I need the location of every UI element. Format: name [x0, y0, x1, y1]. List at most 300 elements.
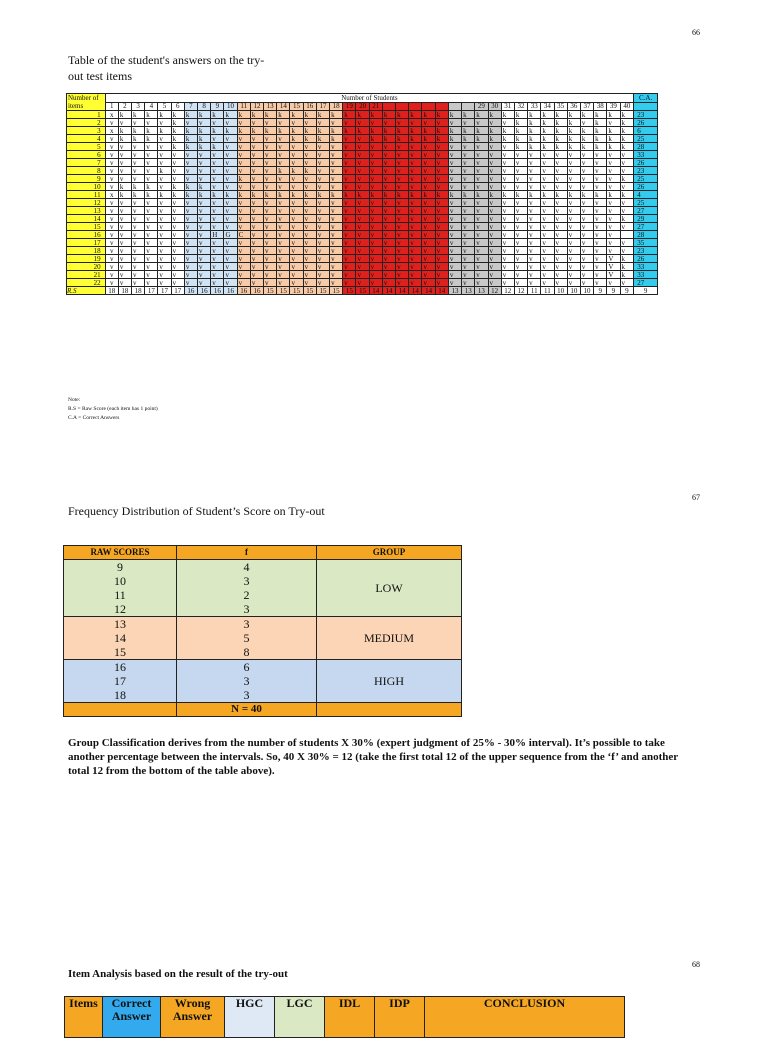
student-number: 16	[303, 102, 316, 111]
answer-cell: k	[316, 127, 329, 135]
answer-cell: v	[435, 271, 448, 279]
answer-cell: k	[382, 127, 395, 135]
answer-cell: v	[580, 119, 593, 127]
answer-cell: v	[198, 199, 211, 207]
answer-cell: k	[290, 111, 303, 119]
answer-cell: v	[528, 279, 541, 287]
answer-cell: v	[171, 175, 184, 183]
answer-cell: v	[171, 263, 184, 271]
answer-cell: k	[118, 127, 131, 135]
item-row	[67, 263, 658, 271]
answer-cell: v	[448, 215, 461, 223]
answer-cell: k	[316, 191, 329, 199]
student-number: 11	[237, 102, 250, 111]
answer-cell: v	[462, 167, 475, 175]
student-number	[435, 102, 448, 111]
answer-cell: v	[448, 279, 461, 287]
answer-cell: v	[224, 175, 237, 183]
answer-cell: v	[224, 271, 237, 279]
answer-cell: v	[118, 263, 131, 271]
answer-cell: v	[198, 159, 211, 167]
student-number: 15	[290, 102, 303, 111]
answer-cell: k	[528, 135, 541, 143]
answer-cell: v	[171, 255, 184, 263]
answer-cell: v	[369, 199, 382, 207]
answer-cell: v	[290, 231, 303, 239]
answer-cell: v	[237, 151, 250, 159]
answer-cell: v	[356, 223, 369, 231]
answer-cell: v	[211, 215, 224, 223]
answer-cell: v	[211, 247, 224, 255]
answer-cell: v	[488, 231, 501, 239]
answer-cell: v	[277, 215, 290, 223]
answer-cell: v	[330, 255, 343, 263]
answer-cell: k	[330, 135, 343, 143]
answer-cell: k	[620, 119, 634, 127]
answer-cell: k	[409, 111, 422, 119]
note-heading: Note:	[68, 397, 81, 403]
answer-cell: v	[316, 239, 329, 247]
answer-cell: k	[580, 191, 593, 199]
item-row	[67, 223, 658, 231]
answer-cell: v	[277, 247, 290, 255]
answer-cell: v	[594, 183, 607, 191]
answer-cell: v	[396, 183, 409, 191]
answer-cell: v	[290, 255, 303, 263]
answer-cell: k	[488, 191, 501, 199]
answer-cell: v	[264, 199, 277, 207]
answer-cell: v	[422, 175, 435, 183]
answer-cell: v	[290, 263, 303, 271]
answer-cell: v	[369, 223, 382, 231]
answer-cell	[620, 231, 634, 239]
answer-cell: v	[158, 143, 171, 151]
answer-cell: v	[514, 231, 527, 239]
item-number: 13	[67, 207, 106, 215]
answer-cell: v	[396, 199, 409, 207]
answer-cell: v	[171, 207, 184, 215]
answer-cell: v	[382, 183, 395, 191]
answer-cell: v	[448, 207, 461, 215]
answer-cell: v	[303, 223, 316, 231]
item-analysis-header-row	[65, 997, 625, 1038]
answer-cell: v	[118, 223, 131, 231]
correct-answer-count: 33	[634, 271, 658, 279]
answer-cell: v	[277, 271, 290, 279]
answer-cell: v	[264, 231, 277, 239]
answer-cell: v	[316, 231, 329, 239]
answer-cell: k	[620, 263, 634, 271]
answer-cell: k	[607, 143, 620, 151]
item-row	[67, 175, 658, 183]
answer-cell: v	[316, 271, 329, 279]
answer-cell: v	[277, 207, 290, 215]
answer-cell: v	[528, 239, 541, 247]
answer-cell: v	[554, 175, 567, 183]
answer-cell: k	[541, 135, 554, 143]
answer-cell: v	[356, 167, 369, 175]
answer-cell: v	[396, 255, 409, 263]
item-row	[67, 151, 658, 159]
answer-cell: v	[567, 151, 580, 159]
answer-cell: v	[184, 207, 197, 215]
answer-cell: v	[264, 279, 277, 287]
answer-cell: v	[435, 239, 448, 247]
answer-cell: k	[118, 111, 131, 119]
correct-answer-count: 25	[634, 135, 658, 143]
answer-cell: k	[145, 191, 158, 199]
student-number: 14	[277, 102, 290, 111]
answer-cell: v	[528, 223, 541, 231]
answer-cell: v	[620, 159, 634, 167]
answer-cell: v	[567, 159, 580, 167]
answer-cell: v	[462, 215, 475, 223]
raw-score: 10	[580, 287, 593, 295]
answer-cell: v	[501, 247, 514, 255]
answer-cell: v	[462, 255, 475, 263]
answer-cell: k	[237, 175, 250, 183]
answer-cell: v	[184, 159, 197, 167]
answer-cell: k	[118, 135, 131, 143]
medium-frequencies: 3 5 8	[177, 617, 317, 660]
answer-cell: v	[580, 263, 593, 271]
answer-cell: v	[198, 263, 211, 271]
student-number: 36	[567, 102, 580, 111]
answer-cell: v	[356, 239, 369, 247]
student-number: 37	[580, 102, 593, 111]
answer-cell: v	[594, 271, 607, 279]
answer-cell: k	[567, 143, 580, 151]
raw-score: 12	[514, 287, 527, 295]
answer-cell: v	[343, 279, 356, 287]
answer-cell: v	[488, 167, 501, 175]
answer-cell: v	[145, 207, 158, 215]
answer-cell: v	[237, 135, 250, 143]
answer-cell: v	[541, 167, 554, 175]
answer-cell: k	[198, 111, 211, 119]
student-number: 30	[488, 102, 501, 111]
item-number: 20	[67, 263, 106, 271]
answer-cell: H	[211, 231, 224, 239]
answer-cell: v	[105, 135, 118, 143]
answer-cell: v	[105, 231, 118, 239]
answer-cell: v	[409, 199, 422, 207]
answer-cell: k	[132, 191, 145, 199]
answer-cell: v	[330, 207, 343, 215]
answer-cell: v	[105, 159, 118, 167]
answer-cell: v	[356, 159, 369, 167]
item-number: 2	[67, 119, 106, 127]
answer-cell: k	[620, 143, 634, 151]
answer-cell: v	[528, 271, 541, 279]
answer-cell: v	[475, 239, 488, 247]
answer-cell: v	[594, 151, 607, 159]
answer-cell: v	[290, 119, 303, 127]
raw-score: 9	[620, 287, 634, 295]
total-empty-right	[317, 703, 462, 717]
answer-cell: v	[435, 255, 448, 263]
answer-cell: k	[316, 135, 329, 143]
student-number	[462, 102, 475, 111]
answer-cell: v	[528, 215, 541, 223]
answer-cell: v	[184, 255, 197, 263]
answer-cell: k	[264, 191, 277, 199]
low-scores: 9 10 11 12	[64, 560, 177, 617]
answer-cell: v	[501, 279, 514, 287]
answer-cell: v	[303, 151, 316, 159]
answer-cell: v	[330, 159, 343, 167]
answer-cell: v	[567, 255, 580, 263]
answer-cell: v	[541, 183, 554, 191]
item-number: 8	[67, 167, 106, 175]
answer-cell: k	[356, 191, 369, 199]
correct-answer-count: 26	[634, 119, 658, 127]
answer-cell: v	[290, 279, 303, 287]
item-row	[67, 167, 658, 175]
answer-cell: v	[501, 239, 514, 247]
answer-cell: v	[330, 263, 343, 271]
answer-cell: v	[105, 271, 118, 279]
answer-cell: v	[475, 215, 488, 223]
answer-cell: v	[409, 239, 422, 247]
answer-cell: v	[132, 215, 145, 223]
answer-cell: k	[448, 191, 461, 199]
answer-cell: v	[184, 175, 197, 183]
answer-cell: v	[554, 247, 567, 255]
answer-cell: v	[277, 255, 290, 263]
answer-cell: v	[356, 143, 369, 151]
answer-cell: v	[620, 167, 634, 175]
answer-cell: v	[580, 223, 593, 231]
correct-answer-count: 27	[634, 207, 658, 215]
answer-cell: k	[422, 135, 435, 143]
correct-answer-count: 25	[634, 199, 658, 207]
answer-cell: k	[369, 135, 382, 143]
answer-cell: v	[171, 247, 184, 255]
student-number: 31	[501, 102, 514, 111]
answer-cell: v	[145, 175, 158, 183]
raw-score: 17	[158, 287, 171, 295]
answer-cell: v	[594, 215, 607, 223]
answer-cell: v	[396, 119, 409, 127]
answer-cell: v	[541, 207, 554, 215]
raw-score: 12	[488, 287, 501, 295]
answer-cell: v	[330, 215, 343, 223]
answer-cell: v	[132, 199, 145, 207]
answer-cell: v	[198, 151, 211, 159]
answer-cell: v	[303, 159, 316, 167]
answer-cell: v	[237, 279, 250, 287]
answer-cell: v	[132, 263, 145, 271]
answer-cell: k	[171, 183, 184, 191]
answer-table-caption: Table of the student's answers on the try- out test items	[68, 53, 265, 83]
answer-cell: v	[422, 247, 435, 255]
answer-cell: k	[250, 191, 263, 199]
answer-cell: v	[541, 199, 554, 207]
answer-cell: v	[554, 151, 567, 159]
answer-cell: v	[343, 143, 356, 151]
answer-cell: v	[145, 151, 158, 159]
answer-cell: v	[343, 255, 356, 263]
item-number: 22	[67, 279, 106, 287]
answer-cell: v	[369, 167, 382, 175]
answer-cell: v	[145, 255, 158, 263]
answer-cell: v	[580, 239, 593, 247]
answer-cell: v	[237, 239, 250, 247]
answer-cell: k	[382, 191, 395, 199]
answer-cell: v	[567, 199, 580, 207]
answer-cell: v	[488, 175, 501, 183]
answer-cell: v	[303, 247, 316, 255]
student-number: 40	[620, 102, 634, 111]
answer-cell: k	[237, 111, 250, 119]
answer-cell: v	[198, 119, 211, 127]
answer-cell: v	[620, 223, 634, 231]
answer-cell: k	[303, 127, 316, 135]
answer-cell: v	[475, 143, 488, 151]
raw-score-row	[67, 287, 658, 295]
answer-cell: v	[462, 183, 475, 191]
answer-cell: v	[158, 223, 171, 231]
answer-cell: v	[330, 119, 343, 127]
answer-cell: v	[528, 263, 541, 271]
answer-cell: v	[118, 231, 131, 239]
answer-cell: v	[422, 239, 435, 247]
answer-cell: k	[448, 127, 461, 135]
raw-score-label: R.S	[67, 287, 106, 295]
item-analysis-header-correct-answer: Correct Answer	[103, 997, 161, 1038]
answer-cell: v	[448, 183, 461, 191]
answer-cell: v	[554, 263, 567, 271]
answer-cell: v	[554, 159, 567, 167]
answer-cell: v	[343, 239, 356, 247]
answer-cell: k	[567, 191, 580, 199]
answer-cell: v	[330, 199, 343, 207]
answer-cell: v	[501, 151, 514, 159]
answer-cell: v	[171, 223, 184, 231]
answer-cell: v	[343, 175, 356, 183]
answer-cell: v	[475, 183, 488, 191]
answer-cell: v	[316, 167, 329, 175]
correct-answer-count: 25	[634, 175, 658, 183]
answer-cell: v	[303, 143, 316, 151]
answer-cell: v	[303, 263, 316, 271]
answer-cell: v	[264, 263, 277, 271]
answer-cell: v	[541, 279, 554, 287]
answer-cell: k	[567, 119, 580, 127]
answer-cell: v	[145, 199, 158, 207]
answer-cell: v	[250, 231, 263, 239]
student-number	[422, 102, 435, 111]
answer-cell: v	[435, 207, 448, 215]
student-number: 34	[541, 102, 554, 111]
answer-cell: v	[435, 231, 448, 239]
answer-cell: k	[620, 215, 634, 223]
answer-cell: k	[369, 127, 382, 135]
answer-cell: v	[105, 199, 118, 207]
answer-cell: v	[237, 271, 250, 279]
raw-score: 14	[369, 287, 382, 295]
answer-cell: v	[237, 263, 250, 271]
student-number: 32	[514, 102, 527, 111]
item-row	[67, 255, 658, 263]
answer-cell: v	[250, 167, 263, 175]
answer-cell: v	[264, 175, 277, 183]
answer-cell: v	[567, 215, 580, 223]
raw-score: 18	[105, 287, 118, 295]
student-number: 17	[316, 102, 329, 111]
answer-cell: v	[620, 199, 634, 207]
answer-cell: k	[528, 119, 541, 127]
answer-cell: k	[541, 111, 554, 119]
answer-cell: v	[580, 271, 593, 279]
answer-cell: v	[448, 255, 461, 263]
answer-cell: v	[607, 159, 620, 167]
answer-cell: v	[290, 199, 303, 207]
answer-cell: v	[620, 239, 634, 247]
answer-cell: v	[303, 271, 316, 279]
header-correct-answers: C.A.	[634, 94, 658, 103]
answer-cell: v	[435, 263, 448, 271]
answer-cell: v	[330, 279, 343, 287]
item-analysis-header-conclusion: CONCLUSION	[425, 997, 625, 1038]
note-raw-score: R.S = Raw Score (each item has 1 point)	[68, 406, 158, 412]
item-analysis-header-hgc: HGC	[225, 997, 275, 1038]
answer-cell: v	[303, 255, 316, 263]
correct-answer-count: 35	[634, 239, 658, 247]
answer-cell: v	[211, 207, 224, 215]
answer-cell: k	[343, 191, 356, 199]
answer-cell: v	[250, 263, 263, 271]
answer-cell: k	[158, 111, 171, 119]
answer-cell: v	[514, 247, 527, 255]
answer-cell: v	[145, 167, 158, 175]
correct-answer-count: 26	[634, 159, 658, 167]
answer-cell: k	[475, 127, 488, 135]
answer-cell: v	[554, 279, 567, 287]
answer-cell: v	[145, 271, 158, 279]
answer-cell: k	[356, 111, 369, 119]
answer-cell: V	[607, 271, 620, 279]
item-analysis-title: Item Analysis based on the result of the try-out	[68, 968, 288, 980]
item-row	[67, 135, 658, 143]
answer-cell: v	[462, 159, 475, 167]
answer-cell: k	[554, 143, 567, 151]
answer-cell: v	[105, 247, 118, 255]
answer-cell: v	[501, 223, 514, 231]
answer-cell: v	[290, 247, 303, 255]
answer-cell: v	[264, 255, 277, 263]
answer-cell: v	[224, 135, 237, 143]
answer-cell: v	[567, 271, 580, 279]
answer-cell: v	[594, 207, 607, 215]
answer-cell: v	[198, 175, 211, 183]
answer-cell: v	[448, 199, 461, 207]
answer-cell: v	[158, 247, 171, 255]
answer-cell: k	[290, 167, 303, 175]
answer-cell: v	[224, 207, 237, 215]
answer-cell: k	[528, 127, 541, 135]
correct-answer-count: 23	[634, 247, 658, 255]
answer-cell: v	[184, 239, 197, 247]
answer-cell: v	[580, 151, 593, 159]
answer-cell: v	[250, 151, 263, 159]
answer-cell: v	[488, 223, 501, 231]
answer-cell: v	[462, 175, 475, 183]
answer-cell: v	[541, 215, 554, 223]
answer-cell: v	[580, 215, 593, 223]
answer-cell: v	[382, 119, 395, 127]
